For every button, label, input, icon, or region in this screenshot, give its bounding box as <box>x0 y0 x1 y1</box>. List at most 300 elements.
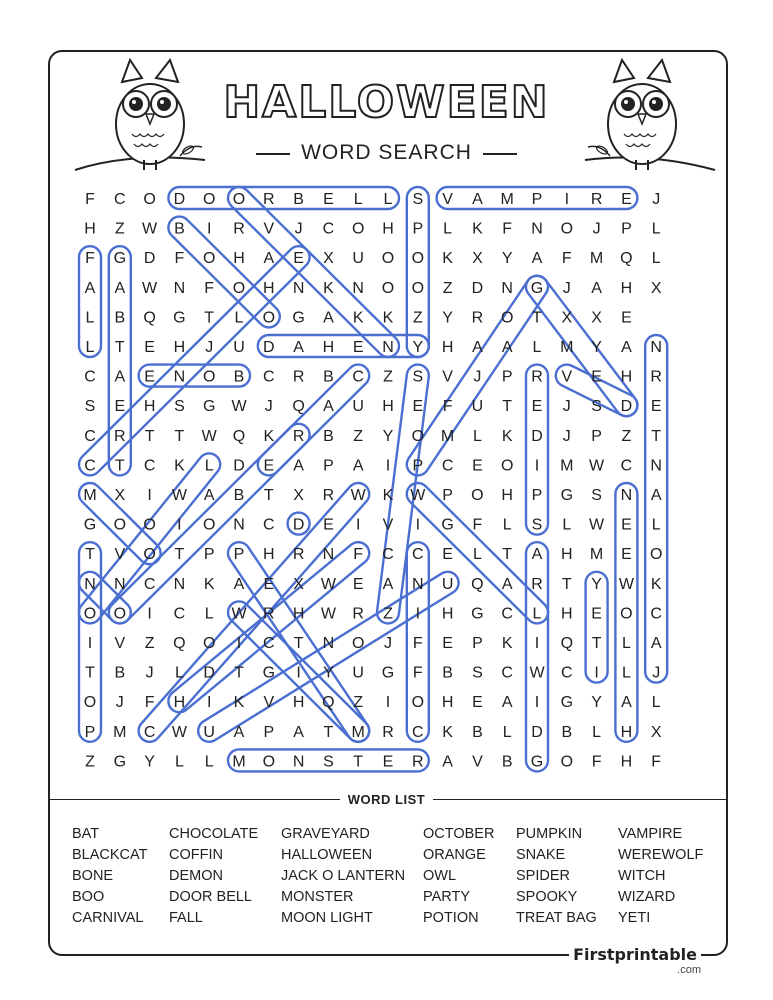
grid-letter: O <box>232 191 246 208</box>
grid-letter: U <box>233 339 245 356</box>
brand-suffix: .com <box>677 964 701 976</box>
grid-letter: V <box>442 368 453 386</box>
grid-letter: A <box>501 339 513 356</box>
grid-letter: A <box>621 694 632 712</box>
grid-letter: D <box>620 398 633 416</box>
grid-letter: H <box>620 368 633 386</box>
grid-letter: E <box>412 398 424 416</box>
grid-letter: K <box>233 694 245 712</box>
word-list-item: BAT <box>72 826 100 842</box>
grid-letter: A <box>293 723 304 741</box>
grid-letter: I <box>594 664 599 682</box>
grid-letter: T <box>502 546 513 564</box>
page-title: HALLOWEEN <box>223 77 550 128</box>
grid-letter: A <box>650 635 662 652</box>
grid-letter: V <box>114 635 126 652</box>
grid-letter: Z <box>353 427 364 445</box>
grid-letter: B <box>501 753 513 771</box>
grid-letter: O <box>620 605 633 623</box>
grid-letter: F <box>591 753 602 771</box>
grid-letter: O <box>411 250 425 268</box>
grid-letter: G <box>381 664 395 682</box>
word-list-item: OCTOBER <box>423 826 495 842</box>
grid-letter: Z <box>353 694 364 712</box>
grid-letter: K <box>323 279 334 297</box>
grid-letter: Q <box>322 694 335 712</box>
grid-letter: E <box>442 635 453 652</box>
grid-letter: H <box>561 605 573 623</box>
grid-letter: V <box>382 516 394 534</box>
grid-letter: E <box>114 398 126 416</box>
grid-letter: C <box>114 191 126 208</box>
grid-letter: A <box>382 575 394 593</box>
grid-letter: E <box>323 191 334 208</box>
grid-letter: H <box>382 220 394 238</box>
grid-letter: V <box>263 220 275 238</box>
grid-letter: F <box>353 546 364 564</box>
grid-letter: N <box>531 220 543 238</box>
grid-letter: E <box>591 368 602 386</box>
grid-letter: J <box>562 279 571 297</box>
grid-letter: L <box>204 457 214 475</box>
grid-letter: R <box>352 605 364 623</box>
grid-letter: R <box>412 753 424 771</box>
grid-letter: S <box>412 368 424 386</box>
grid-letter: O <box>471 487 484 504</box>
grid-letter: G <box>530 279 544 297</box>
grid-letter: N <box>292 753 305 771</box>
word-list-item: JACK O LANTERN <box>281 868 406 884</box>
grid-letter: H <box>382 398 394 416</box>
grid-letter: C <box>501 664 513 682</box>
grid-letter: O <box>83 694 97 712</box>
grid-letter: K <box>263 427 275 445</box>
grid-letter: I <box>564 191 570 208</box>
grid-letter: Y <box>591 575 602 593</box>
grid-letter: F <box>85 191 95 208</box>
grid-letter: R <box>531 575 543 593</box>
grid-letter: T <box>293 635 304 652</box>
grid-letter: Q <box>143 309 156 327</box>
grid-letter: W <box>589 457 605 475</box>
grid-letter: I <box>147 605 152 623</box>
grid-letter: O <box>143 516 156 534</box>
grid-letter: L <box>353 191 363 208</box>
grid-letter: H <box>441 605 454 623</box>
grid-letter: J <box>592 220 601 238</box>
word-list-item: CARNIVAL <box>72 910 144 926</box>
grid-letter: E <box>293 250 304 268</box>
grid-letter: H <box>263 279 275 297</box>
grid-letter: E <box>621 516 632 534</box>
grid-letter: K <box>174 457 185 475</box>
grid-letter: E <box>323 516 334 534</box>
grid-letter: A <box>203 487 215 504</box>
grid-letter: S <box>174 398 185 416</box>
grid-letter: C <box>382 546 394 564</box>
grid-letter: P <box>412 220 424 238</box>
grid-letter: L <box>204 605 214 623</box>
grid-letter: E <box>531 398 543 416</box>
grid-letter: H <box>173 694 186 712</box>
grid-letter: A <box>621 339 632 356</box>
grid-letter: P <box>263 723 275 741</box>
word-list-item: BOO <box>72 889 105 905</box>
grid-letter: L <box>443 220 453 238</box>
grid-letter: T <box>263 487 274 504</box>
grid-letter: C <box>84 368 96 386</box>
grid-letter: C <box>412 546 424 564</box>
grid-letter: B <box>561 723 573 741</box>
grid-letter: C <box>322 220 335 238</box>
grid-letter: G <box>471 605 484 623</box>
grid-letter: O <box>83 605 97 623</box>
found-word-highlight <box>526 365 548 535</box>
grid-letter: G <box>113 753 127 771</box>
grid-letter: Z <box>412 309 423 327</box>
grid-letter: W <box>410 487 426 504</box>
grid-letter: N <box>412 575 424 593</box>
grid-letter: Z <box>144 635 155 652</box>
grid-letter: U <box>352 398 364 416</box>
grid-letter: O <box>560 220 574 238</box>
grid-letter: P <box>531 487 543 504</box>
grid-letter: D <box>292 516 305 534</box>
found-word-highlight <box>258 335 429 357</box>
grid-letter: L <box>472 546 482 564</box>
grid-letter: K <box>472 220 483 238</box>
grid-letter: F <box>412 664 423 682</box>
grid-letter: W <box>589 516 605 534</box>
grid-letter: C <box>84 457 96 475</box>
grid-letter: F <box>472 516 483 534</box>
grid-letter: C <box>263 368 275 386</box>
grid-letter: I <box>87 635 93 652</box>
grid-letter: R <box>292 368 305 386</box>
grid-letter: R <box>531 368 543 386</box>
grid-letter: T <box>85 546 95 564</box>
grid-letter: N <box>322 635 335 652</box>
grid-letter: L <box>621 635 631 652</box>
grid-letter: F <box>651 753 662 771</box>
grid-letter: M <box>589 250 604 268</box>
grid-letter: O <box>560 753 574 771</box>
grid-letter: O <box>411 427 425 445</box>
grid-letter: Y <box>144 753 155 771</box>
grid-letter: O <box>202 191 216 208</box>
word-list-item: TREAT BAG <box>516 910 597 926</box>
grid-letter: W <box>171 723 187 741</box>
grid-letter: K <box>442 250 453 268</box>
grid-letter: Z <box>85 753 95 771</box>
grid-letter: C <box>412 723 424 741</box>
grid-letter: M <box>440 427 455 445</box>
grid-letter: D <box>531 723 543 741</box>
grid-letter: N <box>650 457 662 475</box>
grid-letter: Z <box>383 605 393 623</box>
grid-letter: C <box>561 664 573 682</box>
grid-letter: P <box>203 546 215 564</box>
grid-letter: N <box>322 546 335 564</box>
grid-letter: W <box>350 487 366 504</box>
grid-letter: L <box>621 664 631 682</box>
grid-letter: C <box>173 605 186 623</box>
grid-letter: I <box>385 694 391 712</box>
grid-letter: G <box>262 664 276 682</box>
grid-letter: G <box>113 250 127 268</box>
grid-letter: N <box>382 339 394 356</box>
grid-letter: I <box>385 457 391 475</box>
grid-letter: N <box>173 279 186 297</box>
grid-letter: K <box>203 575 215 593</box>
grid-letter: A <box>650 487 662 504</box>
grid-letter: T <box>353 753 364 771</box>
grid-letter: A <box>323 398 334 416</box>
grid-letter: T <box>323 723 334 741</box>
grid-letter: X <box>472 250 483 268</box>
grid-letter: W <box>618 575 634 593</box>
grid-letter: C <box>143 575 156 593</box>
word-list-item: WEREWOLF <box>618 847 704 863</box>
grid-letter: O <box>232 279 246 297</box>
grid-letter: L <box>502 516 512 534</box>
word-list-item: HALLOWEEN <box>281 847 373 863</box>
grid-letter: I <box>534 635 540 652</box>
grid-letter: A <box>114 368 126 386</box>
grid-letter: L <box>472 427 482 445</box>
word-list-item: WITCH <box>618 868 666 884</box>
grid-letter: V <box>442 191 453 208</box>
grid-letter: L <box>502 723 512 741</box>
grid-letter: O <box>351 220 365 238</box>
found-word-highlight <box>407 187 429 357</box>
grid-letter: X <box>650 723 662 741</box>
grid-letter: W <box>320 605 336 623</box>
grid-letter: Q <box>620 250 633 268</box>
word-list-item: SNAKE <box>516 847 566 863</box>
grid-letter: W <box>171 487 187 504</box>
grid-letter: E <box>263 457 275 475</box>
grid-letter: C <box>143 457 156 475</box>
grid-letter: E <box>472 694 483 712</box>
grid-letter: D <box>471 279 484 297</box>
grid-letter: S <box>84 398 96 416</box>
grid-letter: J <box>145 664 154 682</box>
grid-letter: D <box>531 427 543 445</box>
grid-letter: W <box>142 220 158 238</box>
grid-letter: A <box>531 546 543 564</box>
grid-letter: Y <box>382 427 394 445</box>
grid-letter: E <box>144 368 155 386</box>
grid-letter: M <box>232 753 246 771</box>
found-word-highlight <box>194 568 463 746</box>
grid-letter: K <box>501 427 513 445</box>
word-list-item: VAMPIRE <box>618 826 683 842</box>
grid-letter: E <box>352 339 364 356</box>
grid-letter: B <box>114 309 126 327</box>
grid-letter: T <box>502 398 513 416</box>
grid-letter: G <box>530 753 544 771</box>
grid-letter: R <box>322 487 335 504</box>
grid-letter: I <box>147 487 152 504</box>
grid-letter: G <box>441 516 454 534</box>
grid-letter: N <box>233 516 245 534</box>
grid-letter: Q <box>232 427 246 445</box>
grid-letter: E <box>621 546 632 564</box>
grid-letter: A <box>263 250 275 268</box>
grid-letter: A <box>233 575 245 593</box>
grid-letter: L <box>651 516 661 534</box>
grid-letter: L <box>85 309 95 327</box>
grid-letter: O <box>113 516 127 534</box>
grid-letter: A <box>472 339 483 356</box>
grid-letter: T <box>651 427 662 445</box>
grid-letter: Z <box>383 368 393 386</box>
grid-letter: Q <box>560 635 574 652</box>
grid-letter: I <box>415 605 421 623</box>
word-list-item: PUMPKIN <box>516 826 583 842</box>
grid-letter: F <box>412 635 423 652</box>
word-list-item: DOOR BELL <box>169 889 252 905</box>
grid-letter: X <box>293 487 304 504</box>
grid-letter: G <box>173 309 186 327</box>
grid-letter: B <box>293 191 304 208</box>
page-subtitle: WORD SEARCH <box>301 141 472 164</box>
grid-letter: O <box>202 635 216 652</box>
grid-letter: T <box>174 546 185 564</box>
grid-letter: R <box>292 546 305 564</box>
grid-letter: R <box>233 220 245 238</box>
grid-letter: I <box>206 694 212 712</box>
grid-letter: O <box>262 753 276 771</box>
grid-letter: Y <box>323 664 334 682</box>
grid-letter: O <box>202 368 216 386</box>
grid-letter: N <box>173 368 186 386</box>
grid-letter: F <box>204 279 215 297</box>
word-list-item: BONE <box>72 868 114 884</box>
grid-letter: X <box>114 487 126 504</box>
grid-letter: B <box>174 220 185 238</box>
grid-letter: F <box>561 250 572 268</box>
grid-letter: A <box>293 339 304 356</box>
grid-letter: L <box>383 191 393 208</box>
grid-letter: S <box>412 191 424 208</box>
grid-letter: Y <box>591 339 602 356</box>
grid-letter: L <box>532 339 542 356</box>
grid-letter: T <box>561 575 572 593</box>
grid-letter: C <box>84 427 96 445</box>
grid-letter: T <box>532 309 542 327</box>
grid-letter: W <box>142 279 158 297</box>
grid-letter: O <box>143 191 156 208</box>
grid-letter: F <box>174 250 185 268</box>
grid-letter: L <box>562 516 572 534</box>
grid-letter: H <box>620 753 633 771</box>
grid-letter: J <box>264 398 273 416</box>
word-list-item: OWL <box>423 868 457 884</box>
grid-letter: H <box>292 694 305 712</box>
grid-letter: R <box>114 427 126 445</box>
grid-letter: Y <box>442 309 453 327</box>
grid-letter: O <box>411 279 425 297</box>
grid-letter: L <box>174 664 184 682</box>
grid-letter: L <box>234 309 244 327</box>
grid-letter: A <box>323 309 334 327</box>
grid-letter: E <box>352 575 364 593</box>
grid-letter: T <box>234 664 244 682</box>
grid-letter: C <box>263 635 275 652</box>
grid-letter: P <box>591 427 602 445</box>
grid-letter: M <box>83 487 97 504</box>
grid-letter: E <box>650 398 662 416</box>
grid-letter: T <box>174 427 185 445</box>
grid-letter: C <box>441 457 454 475</box>
brand-logo: Firstprintable <box>569 945 701 965</box>
grid-letter: L <box>532 605 542 623</box>
grid-letter: O <box>351 635 365 652</box>
grid-letter: E <box>621 191 632 208</box>
grid-letter: B <box>323 368 334 386</box>
grid-letter: A <box>84 279 96 297</box>
grid-letter: H <box>233 250 245 268</box>
word-list-item: MONSTER <box>281 889 354 905</box>
word-list-item: MOON LIGHT <box>281 910 373 926</box>
grid-letter: K <box>442 723 453 741</box>
grid-letter: V <box>472 753 483 771</box>
grid-letter: L <box>204 753 214 771</box>
grid-letter: V <box>561 368 573 386</box>
grid-letter: D <box>233 457 245 475</box>
grid-letter: V <box>114 546 126 564</box>
word-list-item: CHOCOLATE <box>169 826 259 842</box>
grid-letter: N <box>620 487 633 504</box>
grid-letter: N <box>501 279 513 297</box>
grid-letter: P <box>233 546 245 564</box>
grid-letter: E <box>144 339 155 356</box>
grid-letter: H <box>441 694 454 712</box>
grid-letter: J <box>562 398 571 416</box>
grid-letter: M <box>560 457 574 475</box>
grid-letter: O <box>143 546 156 564</box>
grid-letter: P <box>442 487 453 504</box>
grid-letter: I <box>415 516 421 534</box>
grid-letter: S <box>591 487 602 504</box>
word-list-item: COFFIN <box>169 847 223 863</box>
grid-letter: Q <box>292 398 305 416</box>
grid-letter: S <box>591 398 602 416</box>
word-list-item: SPOOKY <box>516 889 578 905</box>
grid-letter: B <box>114 664 126 682</box>
grid-letter: E <box>263 575 275 593</box>
grid-letter: J <box>562 427 571 445</box>
grid-letter: F <box>442 398 453 416</box>
grid-letter: B <box>233 487 245 504</box>
grid-letter: W <box>231 605 247 623</box>
grid-letter: A <box>233 723 245 741</box>
grid-letter: Y <box>412 339 424 356</box>
grid-letter: X <box>323 250 334 268</box>
grid-letter: A <box>472 191 483 208</box>
grid-letter: Z <box>442 279 453 297</box>
grid-letter: H <box>292 605 305 623</box>
grid-letter: H <box>173 339 186 356</box>
grid-letter: H <box>84 220 96 238</box>
grid-letter: R <box>292 427 305 445</box>
grid-letter: C <box>263 516 275 534</box>
grid-letter: P <box>412 457 424 475</box>
grid-letter: M <box>113 723 127 741</box>
word-list-item: SPIDER <box>516 868 570 884</box>
